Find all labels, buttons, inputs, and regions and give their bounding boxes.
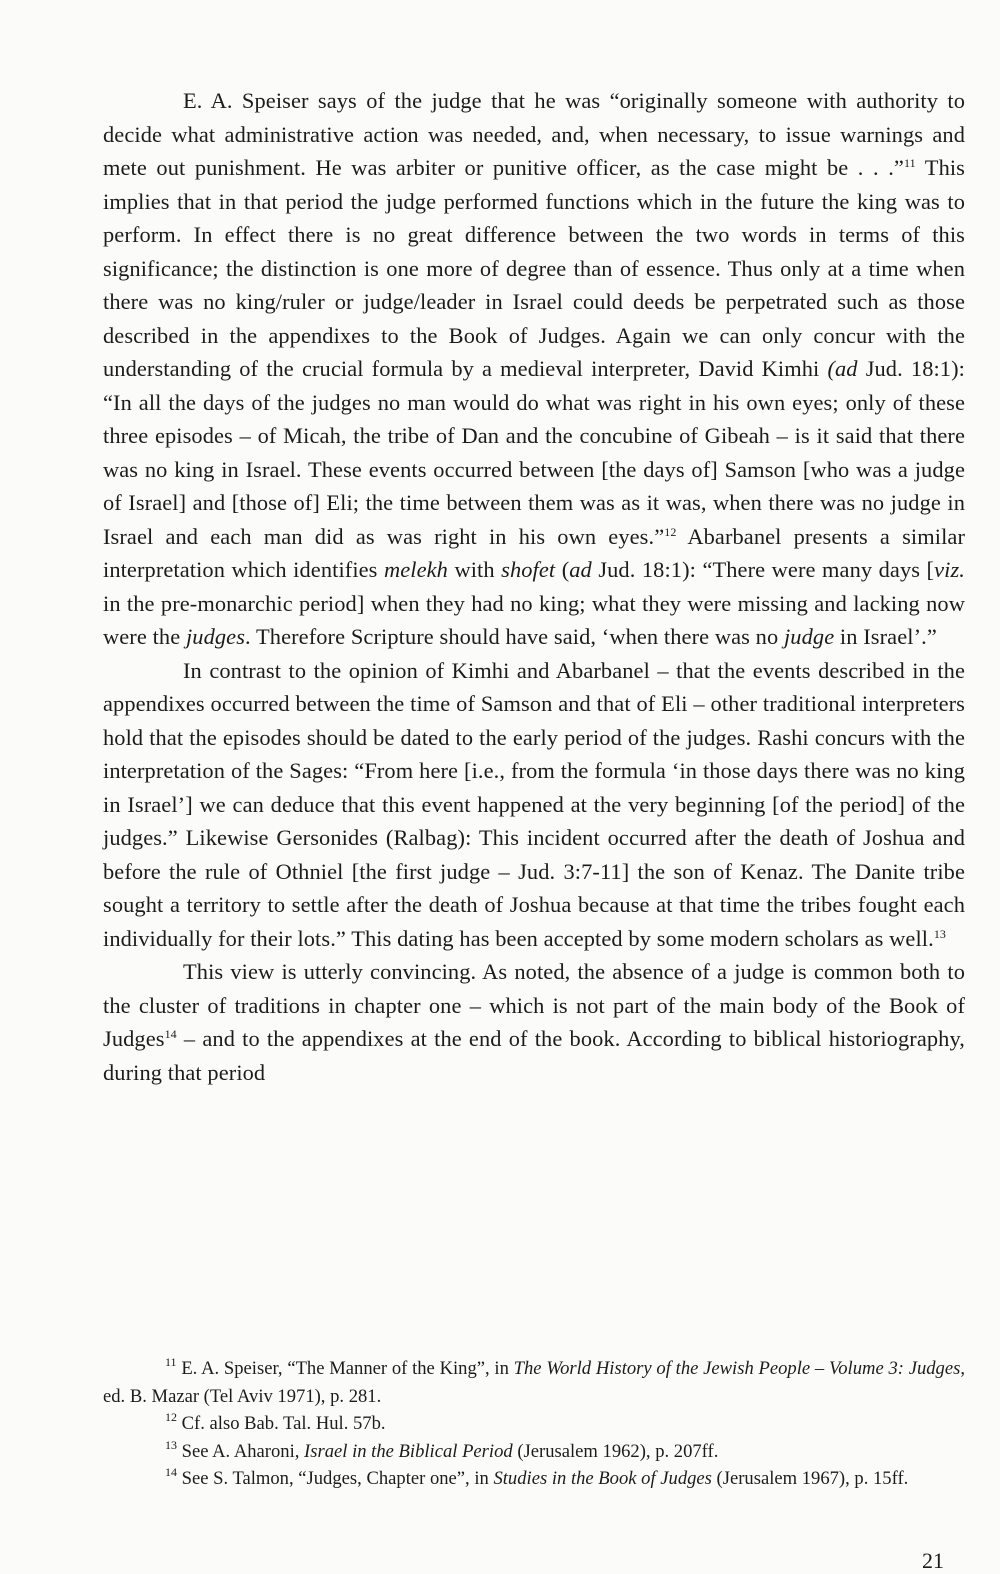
text-run: E. A. Speiser says of the judge that he was “originally someone with authority to decide what administrative action was needed, and, when necessary, to issue warnings and mete out punishment. He was arbiter or punitive officer, as the case might be . . .” (103, 88, 965, 180)
text-run: . Therefore Scripture should have said, ‘when there was no (245, 624, 784, 649)
text-run: Jud. 18:1): “In all the days of the judges no man would do what was right in his own eyes; only of these three episodes – of Micah, the tribe of Dan and the concubine of Gibeah – is it said that there was no king in Israel. These events occurred between [the days of] Samson [who was a judge of Israel] and [those of] Eli; the time between them was as it was, when there was no judge in Israel and each man did as was right in his own eyes.” (103, 356, 965, 549)
text-run: ( (555, 557, 570, 582)
italic-text: ad (569, 557, 592, 582)
footnote-ref: 14 (165, 1465, 177, 1479)
italic-text: viz. (934, 557, 965, 582)
text-run: , ed. B. Mazar (Tel Aviv 1971), p. 281. (103, 1358, 966, 1407)
footnote-ref: 11 (165, 1355, 177, 1369)
text-run: E. A. Speiser, “The Manner of the King”, in (176, 1358, 514, 1379)
footnote (103, 1438, 965, 1466)
text-run: Cf. also Bab. Tal. Hul. 57b. (177, 1413, 386, 1434)
footnote-ref: 12 (664, 524, 677, 539)
footnote (103, 1355, 965, 1410)
paragraph (103, 955, 965, 1089)
text-run: This view is utterly convincing. As noted, the absence of a judge is common both to the cluster of traditions in chapter one – which is not part of the main body of the Book of Judges (103, 959, 965, 1051)
text-run: in the pre-monarchic period] when they had no king; what they were missing and lacking now were the (103, 590, 965, 649)
italic-text: melekh (383, 557, 448, 582)
main-text (103, 84, 965, 1089)
footnote (103, 1465, 965, 1493)
italic-text: judges (185, 624, 246, 649)
italic-text: Studies in the Book of Judges (493, 1468, 712, 1489)
italic-text: shofet (501, 557, 556, 582)
text-run: See A. Aharoni, (177, 1440, 305, 1462)
italic-text: Israel in the Biblical Period (304, 1440, 513, 1462)
paragraph (103, 84, 965, 654)
footnote (103, 1410, 965, 1438)
footnote-ref: 12 (165, 1410, 177, 1424)
text-run: This implies that in that period the judge performed functions which in the future the king was to perform. In effect there is no great difference between the two words in terms of this significance; the distinction is one more of degree than of essence. Thus only at a time when there was no king/ruler or judge/leader in Israel could deeds be perpetrated such as those described in the appendixes to the Book of Judges. Again we can only concur with the understanding of the crucial formula by a medieval interpreter, David Kimhi (103, 155, 966, 381)
italic-text: The World History of the Jewish People – Volume 3: Judges (513, 1358, 961, 1379)
text-run: In contrast to the opinion of Kimhi and Abarbanel – that the events described in the appendixes occurred between the time of Samson and that of Eli – other traditional interpreters hold that the episodes should be dated to the early period of the judges. Rashi concurs with the interpretation of the Sages: “From here [i.e., from the formula ‘in those days there was no king in Israel’] we can deduce that this event happened at the very beginning [of the period] of the judges.” Likewise Gersonides (Ralbag): This incident occurred after the death of Joshua and before the rule of Othniel [the first judge – Jud. 3:7-11] the son of Kenaz. The Danite tribe sought a territory to settle after the death of Joshua because at that time the tribes fought each individually for their lots.” This dating has been accepted by some modern scholars as well. (103, 657, 965, 951)
footnote-ref: 14 (164, 1027, 177, 1041)
text-run: in Israel’.” (834, 624, 937, 649)
text-run: – and to the appendixes at the end of the book. According to biblical historiography, during that period (103, 1026, 965, 1085)
italic-text: (ad (827, 356, 858, 381)
italic-text: judge (783, 624, 835, 649)
footnotes (103, 1355, 965, 1493)
footnote-ref: 13 (933, 926, 947, 941)
footnote-ref: 11 (903, 156, 916, 170)
text-run: (Jerusalem 1962), p. 207ff. (512, 1440, 719, 1462)
text-run: with (447, 557, 502, 582)
text-run: Jud. 18:1): “There were many days [ (591, 557, 935, 582)
footnote-ref: 13 (165, 1437, 177, 1452)
page-number: 21 (922, 1548, 944, 1573)
text-run: See S. Talmon, “Judges, Chapter one”, in (177, 1468, 494, 1489)
paragraph (103, 654, 965, 956)
text-run: Abarbanel presents a similar interpretation which identifies (103, 523, 965, 582)
text-run: (Jerusalem 1967), p. 15ff. (711, 1468, 909, 1489)
